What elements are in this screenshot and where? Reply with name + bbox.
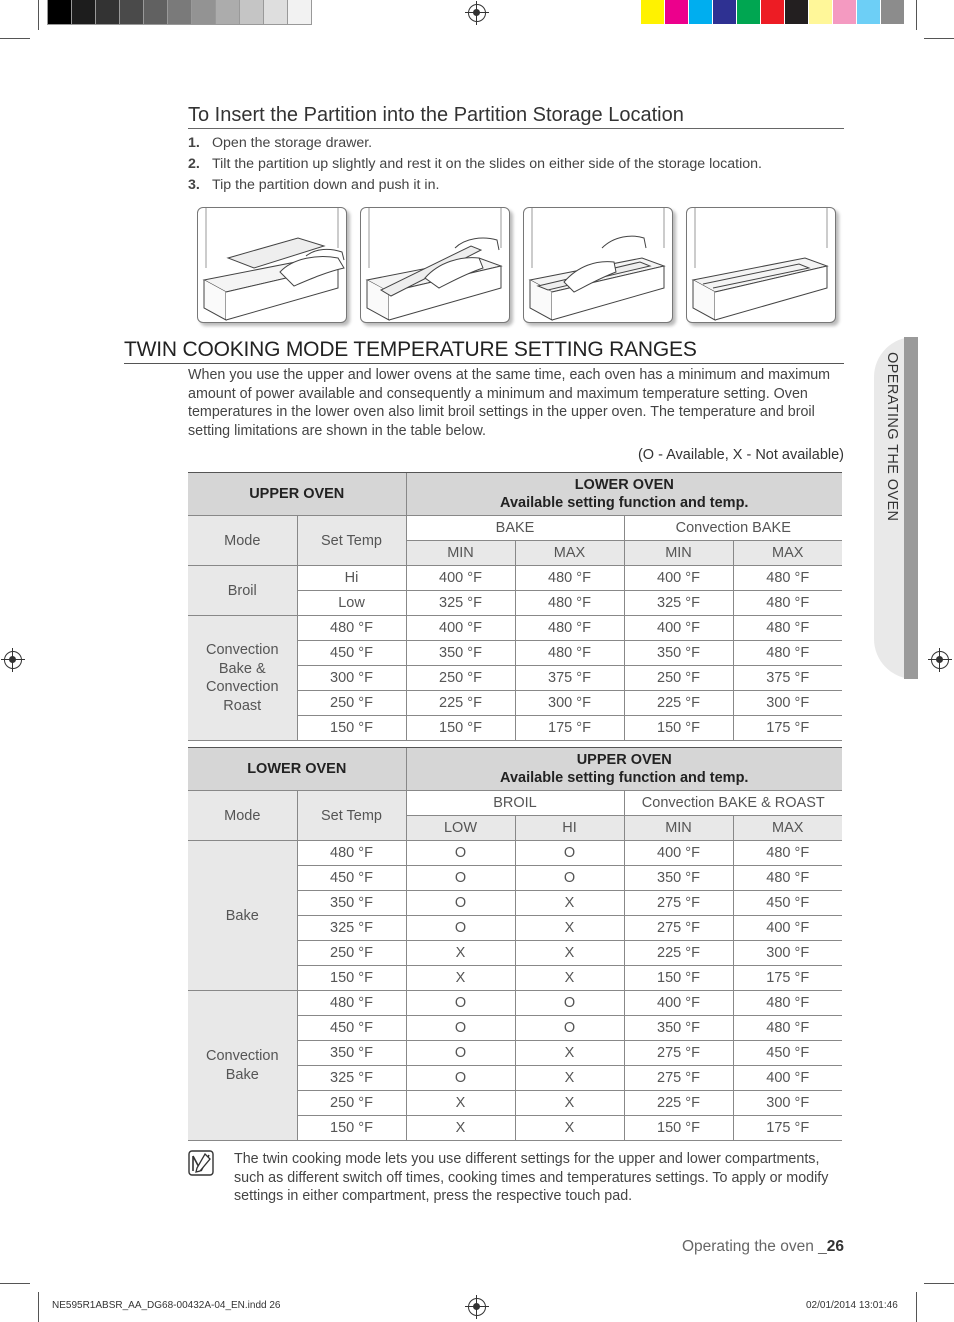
cell: 480 °F (733, 641, 842, 666)
cell: 480 °F (733, 841, 842, 866)
cell: 350 °F (624, 866, 733, 891)
cell: 450 °F (297, 641, 406, 666)
cell: 150 °F (297, 716, 406, 741)
cell: 150 °F (624, 716, 733, 741)
cell: 480 °F (733, 991, 842, 1016)
cell: 225 °F (624, 691, 733, 716)
table-header-lower-oven (406, 473, 842, 516)
page-number: 26 (826, 1238, 844, 1255)
cell: 300 °F (515, 691, 624, 716)
cell: 480 °F (515, 591, 624, 616)
cell: 150 °F (406, 716, 515, 741)
col-mode: Mode (188, 791, 297, 841)
cell: 450 °F (733, 1041, 842, 1066)
color-swatch (737, 0, 760, 24)
gray-swatch (168, 0, 191, 24)
cell: O (406, 916, 515, 941)
gray-swatch (216, 0, 239, 24)
color-swatch (785, 0, 808, 24)
cell: O (406, 866, 515, 891)
col-set-temp: Set Temp (297, 516, 406, 566)
cell: 375 °F (733, 666, 842, 691)
cell: 480 °F (733, 866, 842, 891)
cell: 450 °F (733, 891, 842, 916)
col-min: MIN (624, 541, 733, 566)
cell: O (406, 1041, 515, 1066)
crop-mark (38, 0, 39, 30)
header-line: Available setting function and temp. (500, 770, 749, 786)
gray-swatch (264, 0, 287, 24)
cell: 250 °F (297, 941, 406, 966)
section-title-twin-cooking: TWIN COOKING MODE TEMPERATURE SETTING RANGES (124, 338, 844, 364)
cell: O (406, 891, 515, 916)
cell: 400 °F (406, 566, 515, 591)
cell: 150 °F (297, 966, 406, 991)
cell: 400 °F (406, 616, 515, 641)
col-mode: Mode (188, 516, 297, 566)
crop-mark (916, 1292, 917, 1322)
color-swatch (689, 0, 712, 24)
gray-swatch (96, 0, 119, 24)
cell: 450 °F (297, 866, 406, 891)
group-broil: BROIL (406, 791, 624, 816)
gray-swatch (144, 0, 167, 24)
step-item (188, 133, 762, 154)
page-footer (682, 1238, 844, 1256)
drawer-illustration-1 (197, 207, 347, 323)
col-min: MIN (406, 541, 515, 566)
registration-mark-icon (4, 651, 22, 669)
cell: 480 °F (515, 616, 624, 641)
crop-mark (0, 38, 30, 39)
cell: Low (297, 591, 406, 616)
cell: X (515, 1066, 624, 1091)
cell: 400 °F (624, 566, 733, 591)
mode-convection-bake-roast (188, 616, 297, 741)
drawer-illustration-3 (523, 207, 673, 323)
drawer-illustration-2 (360, 207, 510, 323)
gray-swatch (72, 0, 95, 24)
step-item (188, 175, 762, 196)
color-swatch (713, 0, 736, 24)
registration-mark-icon (468, 4, 486, 22)
color-swatch (857, 0, 880, 24)
group-convection-bake-roast: Convection BAKE & ROAST (624, 791, 842, 816)
mode-line: Bake (225, 1066, 259, 1083)
instruction-steps (188, 133, 762, 196)
step-text: Tilt the partition up slightly and rest it on the slides on either side of the storage location. (212, 156, 762, 172)
col-low: LOW (406, 816, 515, 841)
cell: X (406, 966, 515, 991)
mode-line: Convection (205, 1048, 279, 1064)
mode-line: Convection (205, 679, 279, 695)
step-number: 2. (188, 156, 200, 172)
step-number: 3. (188, 177, 200, 193)
cell: 350 °F (297, 1041, 406, 1066)
cell: X (515, 1041, 624, 1066)
cell: 450 °F (297, 1016, 406, 1041)
registration-mark-icon (931, 651, 949, 669)
drawer-illustration-4 (686, 207, 836, 323)
cell: O (515, 841, 624, 866)
cell: 480 °F (733, 1016, 842, 1041)
table-header-upper-oven: UPPER OVEN (188, 473, 406, 516)
cell: 275 °F (624, 916, 733, 941)
cell: 480 °F (297, 991, 406, 1016)
crop-mark (924, 1283, 954, 1284)
cell: 175 °F (733, 1116, 842, 1141)
cell: O (406, 1066, 515, 1091)
crop-mark (0, 1283, 30, 1284)
cell: 480 °F (297, 841, 406, 866)
cell: 250 °F (297, 691, 406, 716)
cell: 400 °F (733, 1066, 842, 1091)
cell: 175 °F (733, 716, 842, 741)
mode-bake: Bake (188, 841, 297, 991)
col-max: MAX (733, 816, 842, 841)
gray-swatch (192, 0, 215, 24)
color-swatch (761, 0, 784, 24)
cell: 400 °F (624, 616, 733, 641)
step-text: Tip the partition down and push it in. (212, 177, 440, 193)
mode-line: Roast (223, 697, 262, 714)
upper-oven-broil-table (188, 472, 842, 741)
cell: 350 °F (406, 641, 515, 666)
header-line: Available setting function and temp. (500, 495, 749, 511)
color-swatch (833, 0, 856, 24)
cell: 300 °F (297, 666, 406, 691)
table-row (188, 841, 842, 866)
crop-mark (916, 0, 917, 30)
cell: 275 °F (624, 1041, 733, 1066)
cell: 175 °F (515, 716, 624, 741)
mode-broil: Broil (188, 566, 297, 616)
cell: O (515, 866, 624, 891)
col-hi: HI (515, 816, 624, 841)
cell: 300 °F (733, 691, 842, 716)
cell: 225 °F (624, 1091, 733, 1116)
cell: 325 °F (406, 591, 515, 616)
col-max: MAX (733, 541, 842, 566)
group-convection-bake: Convection BAKE (624, 516, 842, 541)
gray-swatch (288, 0, 311, 24)
cell: 175 °F (733, 966, 842, 991)
note-text: The twin cooking mode lets you use different settings for the upper and lower compartments, such as different switch off times, cooking times and temperatures settings. To apply or modify settings in either compartment, press the respective touch pad. (234, 1151, 829, 1204)
cell: 150 °F (624, 1116, 733, 1141)
print-slug-file: NE595R1ABSR_AA_DG68-00432A-04_EN.indd 26 (52, 1300, 281, 1311)
cell: 350 °F (624, 1016, 733, 1041)
table-row (188, 566, 842, 591)
cell: 400 °F (624, 991, 733, 1016)
cell: 350 °F (297, 891, 406, 916)
col-max: MAX (515, 541, 624, 566)
cell: X (515, 966, 624, 991)
color-swatch (881, 0, 904, 24)
cell: X (406, 1091, 515, 1116)
crop-mark (924, 38, 954, 39)
note-icon (188, 1150, 214, 1176)
cell: 250 °F (406, 666, 515, 691)
cell: O (406, 1016, 515, 1041)
cell: 325 °F (624, 591, 733, 616)
mode-convection-bake (188, 991, 297, 1141)
cell: 350 °F (624, 641, 733, 666)
cell: 400 °F (733, 916, 842, 941)
cell: 480 °F (297, 616, 406, 641)
cell: 480 °F (515, 641, 624, 666)
mode-line: Convection (205, 642, 279, 658)
col-set-temp: Set Temp (297, 791, 406, 841)
cell: X (515, 891, 624, 916)
cell: O (515, 1016, 624, 1041)
cell: 480 °F (733, 566, 842, 591)
section-title-insert-partition: To Insert the Partition into the Partition Storage Location (188, 104, 844, 129)
cell: 250 °F (297, 1091, 406, 1116)
intro-paragraph: When you use the upper and lower ovens at the same time, each oven has a minimum and maximum amount of power available and consequently a minimum and maximum temperature setting. Oven temperatures in the lower oven also limit broil settings in the upper oven. The temperature and broil setting limitations are shown in the table below. (188, 367, 831, 439)
cell: X (406, 941, 515, 966)
cell: 150 °F (624, 966, 733, 991)
crop-mark (38, 1292, 39, 1322)
footer-label: Operating the oven _ (681, 1238, 827, 1255)
table-row (188, 616, 842, 641)
mode-line: Bake & (218, 660, 266, 677)
cell: 480 °F (733, 616, 842, 641)
header-line: UPPER OVEN (576, 752, 672, 768)
cell: O (515, 991, 624, 1016)
cell: X (515, 916, 624, 941)
cell: 325 °F (297, 1066, 406, 1091)
gray-swatch (120, 0, 143, 24)
cell: 375 °F (515, 666, 624, 691)
lower-oven-table (188, 747, 842, 1141)
table-header-lower-oven: LOWER OVEN (188, 748, 406, 791)
header-line: LOWER OVEN (574, 477, 674, 493)
color-swatch (809, 0, 832, 24)
cell: 480 °F (515, 566, 624, 591)
cell: 325 °F (297, 916, 406, 941)
gray-swatch (48, 0, 71, 24)
cell: 250 °F (624, 666, 733, 691)
cell: O (406, 841, 515, 866)
registration-mark-icon (468, 1298, 486, 1316)
cell: 300 °F (733, 1091, 842, 1116)
step-item (188, 154, 762, 175)
table-header-upper-oven (406, 748, 842, 791)
cell: 400 °F (624, 841, 733, 866)
cell: 300 °F (733, 941, 842, 966)
chapter-label: OPERATING THE OVEN (884, 352, 900, 522)
cell: Hi (297, 566, 406, 591)
cell: 225 °F (624, 941, 733, 966)
cell: 275 °F (624, 891, 733, 916)
table-row (188, 991, 842, 1016)
cell: X (515, 1116, 624, 1141)
step-number: 1. (188, 135, 200, 151)
side-tab-bar (904, 337, 918, 679)
color-swatch (641, 0, 664, 24)
cell: X (515, 941, 624, 966)
cell: 480 °F (733, 591, 842, 616)
cell: 275 °F (624, 1066, 733, 1091)
group-bake: BAKE (406, 516, 624, 541)
col-min: MIN (624, 816, 733, 841)
gray-swatch (240, 0, 263, 24)
step-text: Open the storage drawer. (212, 135, 373, 151)
cell: 225 °F (406, 691, 515, 716)
color-swatch (665, 0, 688, 24)
availability-legend: (O - Available, X - Not available) (637, 447, 844, 463)
cell: O (406, 991, 515, 1016)
print-slug-date: 02/01/2014 13:01:46 (806, 1300, 898, 1311)
cell: 150 °F (297, 1116, 406, 1141)
cell: X (406, 1116, 515, 1141)
cell: X (515, 1091, 624, 1116)
